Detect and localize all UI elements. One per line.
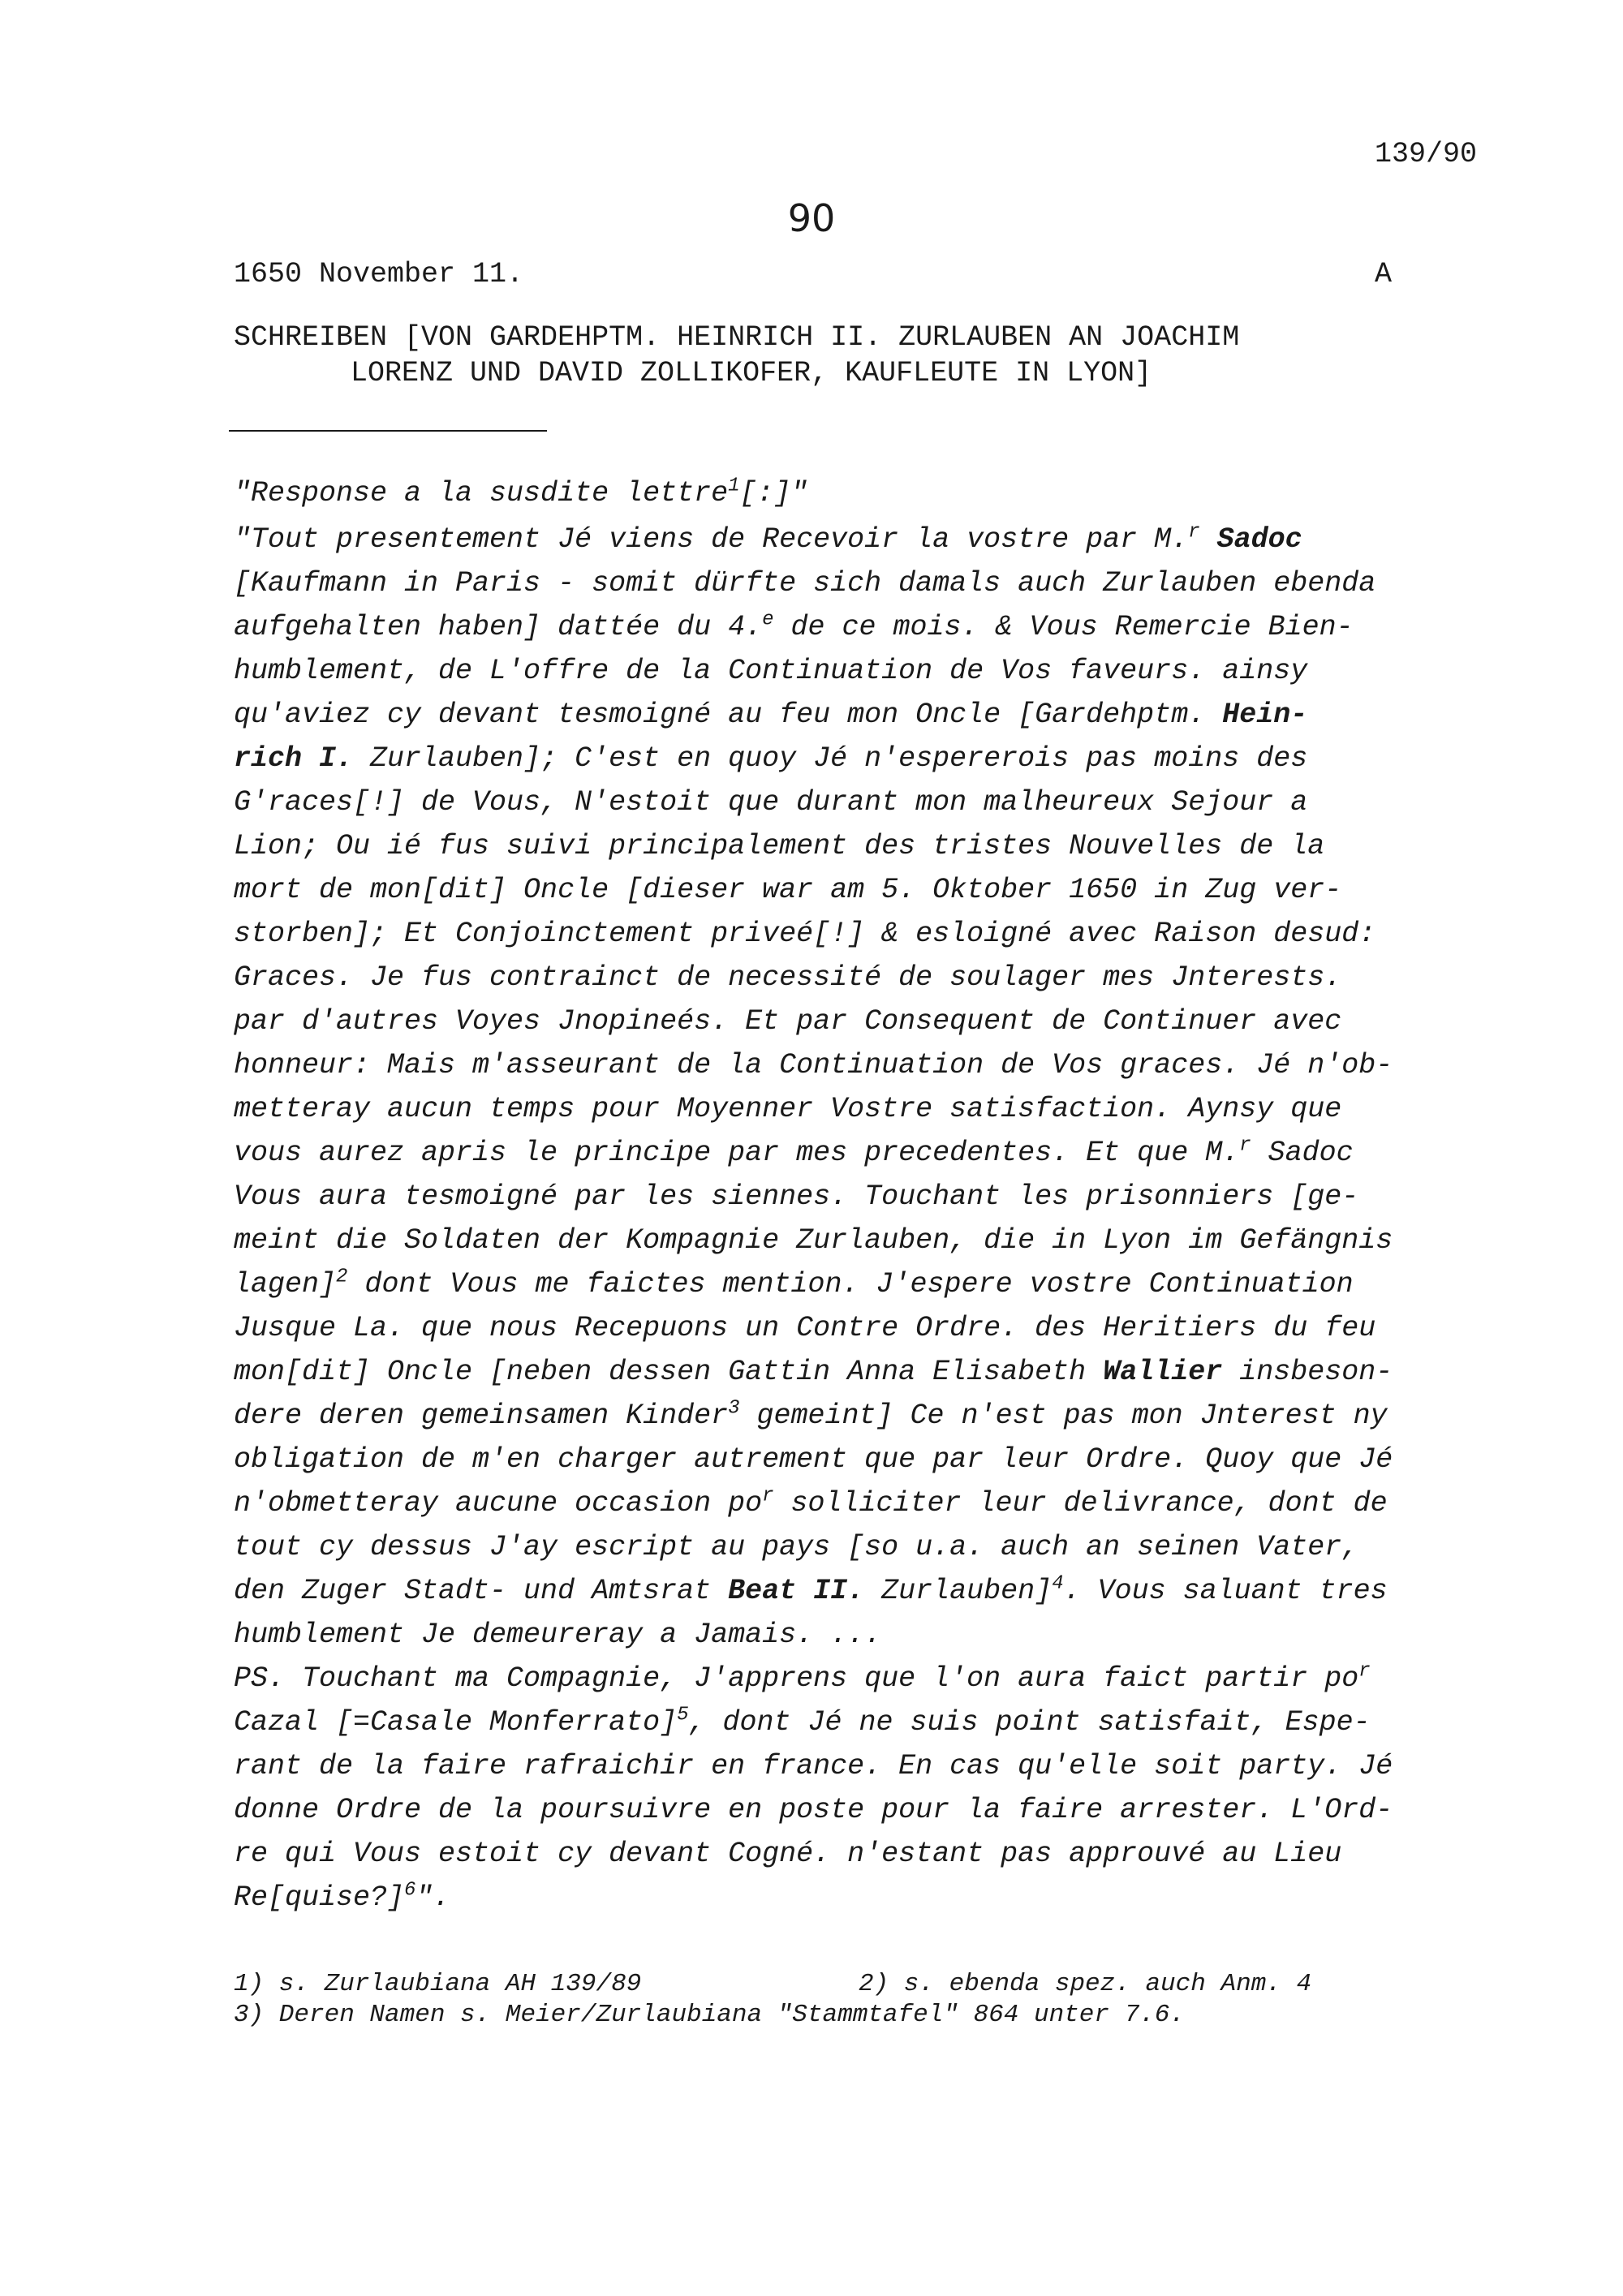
superscript: r [1239,1134,1251,1157]
body-line: obligation de m'en charger autrement que par leur Ordre. Quoy que Jé [234,1443,1393,1476]
text-segment: PS. Touchant ma Compagnie, J'apprens que l'on aura faict partir po [234,1662,1359,1695]
body-line: honneur: Mais m'asseurant de la Continuation de Vos graces. Jé n'ob- [234,1049,1393,1081]
body-line [234,1268,1354,1301]
page-number: 90 [787,196,836,240]
document-marker: A [1375,258,1393,290]
body-line: [Kaufmann in Paris - somit dürfte sich damals auch Zurlauben ebenda [234,567,1376,600]
text-segment: insbeson- [1222,1356,1393,1388]
text-segment: Sadoc [1251,1137,1354,1169]
body-line [234,1662,1371,1695]
body-line: Jusque La. que nous Recepuons un Contre Ordre. des Heritiers du feu [234,1312,1376,1344]
text-segment: qu'aviez cy devant tesmoigné au feu mon Oncle [Gardehptm. [234,699,1223,731]
text-segment: "Response a la susdite lettre [234,477,729,510]
body-line: metteray aucun temps pour Moyenner Vostre satisfaction. Aynsy que [234,1093,1342,1125]
body-line [234,1356,1393,1388]
bold-name: Hein- [1222,699,1308,731]
document-date: 1650 November 11. [234,258,524,290]
footnote-ref: 1 [728,475,740,497]
text-segment: ". [415,1881,450,1914]
footnote-ref: 2 [336,1266,348,1288]
bold-name: Sadoc [1199,523,1302,556]
text-segment: aufgehalten haben] dattée du 4. [234,611,763,643]
bold-name: Beat II. [728,1575,865,1607]
footnote-ref: 4 [1052,1572,1064,1595]
body-line [234,742,1307,775]
text-segment: Cazal [=Casale Monferrato] [234,1706,678,1739]
text-segment: Re[quise?] [234,1881,405,1914]
body-line [234,1134,1354,1169]
body-line [234,523,1302,556]
footnote-ref: 3 [728,1397,740,1420]
text-segment: n'obmetteray aucune occasion po [234,1487,763,1520]
text-segment: dere deren gemeinsamen Kinder [234,1400,729,1432]
superscript: r [1358,1660,1371,1683]
body-line [234,608,1354,643]
text-segment: . Vous saluant tres [1063,1575,1388,1607]
document-title-line-1: SCHREIBEN [VON GARDEHPTM. HEINRICH II. ZURLAUBEN AN JOACHIM [234,321,1240,354]
body-line [234,1487,1388,1520]
body-line [234,1881,450,1914]
body-line: tout cy dessus J'ay escript au pays [so u.a. auch an seinen Vater, [234,1531,1359,1563]
body-line [234,1572,1388,1607]
archive-reference: 139/90 [1374,138,1477,170]
superscript: r [1188,521,1200,544]
superscript: e [762,608,774,631]
body-line: donne Ordre de la poursuivre en poste pour la faire arrester. L'Ord- [234,1794,1393,1826]
text-segment: solliciter leur delivrance, dont de [773,1487,1388,1520]
body-line: re qui Vous estoit cy devant Cogné. n'estant pas approuvé au Lieu [234,1838,1342,1870]
superscript: r [762,1485,774,1507]
body-line [234,1397,1388,1432]
text-segment: mon[dit] Oncle [neben dessen Gattin Anna Elisabeth [234,1356,1104,1388]
footnote-1: 1) s. Zurlaubiana AH 139/89 [234,1970,642,1998]
body-line: par d'autres Voyes Jnopineés. Et par Consequent de Continuer avec [234,1005,1342,1038]
text-segment: , dont Jé ne suis point satisfait, Espe- [688,1706,1371,1739]
body-line: Graces. Je fus contrainct de necessité de soulager mes Jnterests. [234,961,1342,994]
text-segment: den Zuger Stadt- und Amtsrat [234,1575,729,1607]
text-segment: vous aurez apris le principe par mes precedentes. Et que M. [234,1137,1240,1169]
body-line: mort de mon[dit] Oncle [dieser war am 5. Oktober 1650 in Zug ver- [234,874,1342,906]
body-line: rant de la faire rafraichir en france. En cas qu'elle soit party. Jé [234,1750,1393,1782]
text-segment: gemeint] Ce n'est pas mon Jnterest ny [739,1400,1388,1432]
body-line: humblement, de L'offre de la Continuation de Vos faveurs. ainsy [234,655,1308,687]
document-title-line-2: LORENZ UND DAVID ZOLLIKOFER, KAUFLEUTE IN LYON] [351,357,1152,389]
bold-name: Wallier [1103,1356,1223,1388]
text-segment: "Tout presentement Jé viens de Recevoir la vostre par M. [234,523,1189,556]
text-segment: Zurlauben]; C'est en quoy Jé n'espererois pas moins des [353,742,1308,775]
footnote-3: 3) Deren Namen s. Meier/Zurlaubiana "Stammtafel" 864 unter 7.6. [234,2001,1185,2029]
body-line: Lion; Ou ié fus suivi principalement des tristes Nouvelles de la [234,830,1325,862]
body-line: storben]; Et Conjoinctement priveé[!] & esloigné avec Raison desud: [234,918,1376,950]
footnote-2: 2) s. ebenda spez. auch Anm. 4 [859,1970,1312,1998]
body-line: Vous aura tesmoigné par les siennes. Touchant les prisonniers [ge- [234,1180,1359,1213]
text-segment: lagen] [234,1268,337,1301]
body-line [234,699,1307,731]
body-line [234,1706,1371,1739]
text-segment: [:]" [739,477,808,510]
footnote-ref: 6 [404,1879,416,1902]
body-line [234,477,808,510]
footnote-ref: 5 [677,1704,689,1726]
text-segment: Zurlauben] [864,1575,1053,1607]
title-separator-rule [229,430,547,432]
text-segment: de ce mois. & Vous Remercie Bien- [773,611,1354,643]
body-line: meint die Soldaten der Kompagnie Zurlauben, die in Lyon im Gefängnis [234,1224,1393,1257]
body-line: G'races[!] de Vous, N'estoit que durant mon malheureux Sejour a [234,786,1308,819]
body-line: humblement Je demeureray a Jamais. ... [234,1619,882,1651]
bold-name: rich I. [234,742,354,775]
text-segment: dont Vous me faictes mention. J'espere vostre Continuation [347,1268,1354,1301]
